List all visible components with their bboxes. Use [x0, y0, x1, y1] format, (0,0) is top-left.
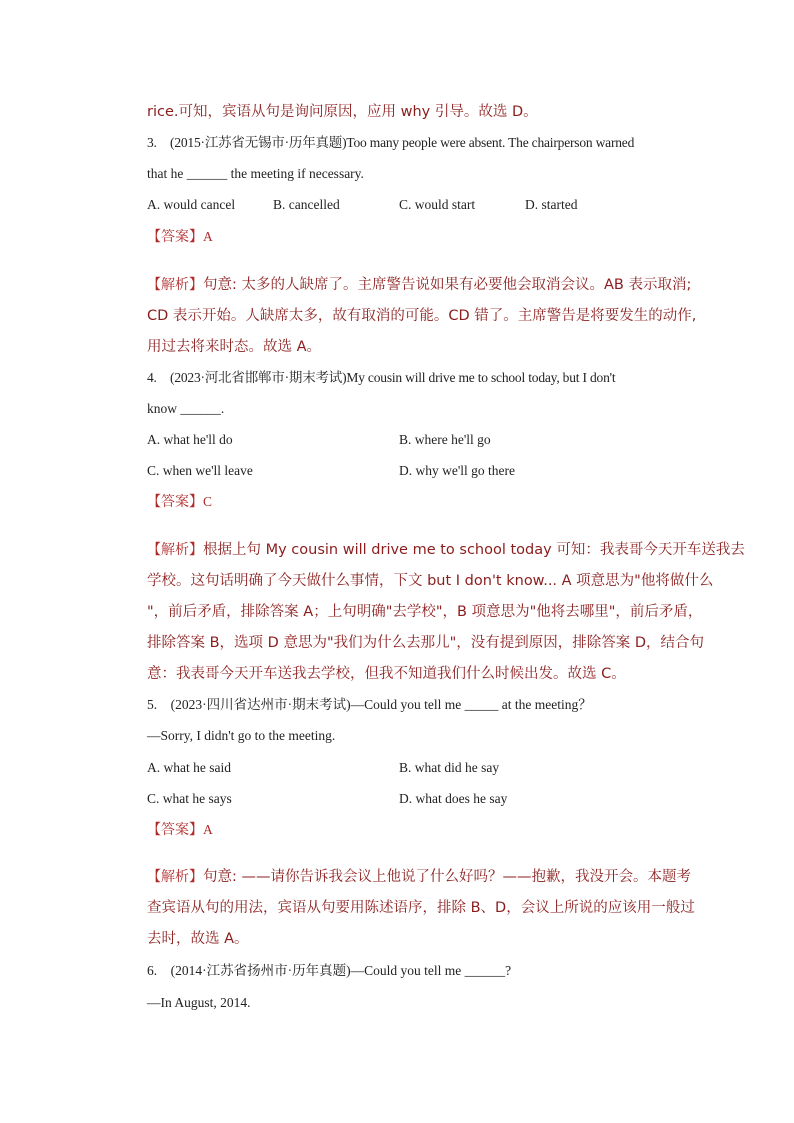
answer-value: A	[203, 229, 213, 244]
question-3-option-a: A. would cancel	[147, 197, 236, 212]
question-5-option-b: B. what did he say	[399, 760, 500, 775]
explanation-5-line-1	[147, 868, 691, 886]
explanation-3-line-1	[147, 276, 691, 294]
question-5-option-d: D. what does he say	[399, 791, 508, 806]
answer-label: 【答案】	[147, 229, 203, 245]
explanation-label: 【解析】	[147, 542, 203, 558]
question-6-stem: 6. (2014·江苏省扬州市·历年真题)—Could you tell me ______?	[147, 963, 512, 978]
question-5-option-a: A. what he said	[147, 760, 231, 775]
answer-4	[147, 493, 212, 511]
explanation-label: 【解析】	[147, 869, 203, 885]
question-3-option-c: C. would start	[399, 197, 476, 212]
question-3-stem-cont: that he ______ the meeting if necessary.	[147, 166, 364, 181]
explanation-3-line-3: 用过去将来时态。故选 A。	[147, 339, 322, 355]
question-6-reply: —In August, 2014.	[147, 995, 251, 1010]
explanation-text: 根据上句 My cousin will drive me to school today 可知：我表哥今天开车送我去	[203, 542, 745, 558]
explanation-label: 【解析】	[147, 277, 203, 293]
answer-value: A	[203, 822, 213, 837]
explanation-text: 句意: ——请你告诉我会议上他说了什么好吗？——抱歉，我没开会。本题考	[203, 869, 691, 885]
question-4-option-b: B. where he'll go	[399, 432, 491, 447]
explanation-4-line-1	[147, 541, 745, 559]
explanation-4-line-2: 学校。这句话明确了今天做什么事情，下文 but I don't know... A 项意思为"他将做什么	[147, 573, 714, 589]
explanation-text: 句意: 太多的人缺席了。主席警告说如果有必要他会取消会议。AB 表示取消;	[203, 277, 692, 293]
question-4-option-a: A. what he'll do	[147, 432, 233, 447]
explanation-5-line-2: 查宾语从句的用法，宾语从句要用陈述语序，排除 B、D，会议上所说的应该用一般过	[147, 900, 695, 916]
question-5-reply: —Sorry, I didn't go to the meeting.	[147, 728, 336, 743]
question-4-option-d: D. why we'll go there	[399, 463, 516, 478]
explanation-5-line-3: 去时，故选 A。	[147, 931, 249, 947]
explanation-3-line-2: CD 表示开始。人缺席太多，故有取消的可能。CD 错了。主席警告是将要发生的动作,	[147, 308, 697, 324]
answer-label: 【答案】	[147, 494, 203, 510]
answer-3	[147, 228, 213, 246]
answer-5	[147, 821, 213, 839]
answer-value: C	[203, 494, 213, 509]
question-4-option-c: C. when we'll leave	[147, 463, 253, 478]
explanation-4-line-3: "，前后矛盾，排除答案 A；上句明确"去学校"，B 项意思为"他将去哪里"，前后矛盾，	[147, 604, 703, 620]
question-3-option-d: D. started	[525, 197, 578, 212]
explanation-continuation: rice.可知，宾语从句是询问原因，应用 why 引导。故选 D。	[147, 104, 538, 120]
explanation-4-line-4: 排除答案 B，选项 D 意思为"我们为什么去那儿"，没有提到原因，排除答案 D，结合句	[147, 635, 705, 651]
question-5-stem: 5. (2023·四川省达州市·期末考试)—Could you tell me _____ at the meeting？	[147, 697, 592, 712]
question-3-stem: 3. (2015·江苏省无锡市·历年真题)Too many people were absent. The chairperson warned	[147, 135, 635, 150]
question-5-option-c: C. what he says	[147, 791, 232, 806]
question-3-option-b: B. cancelled	[273, 197, 340, 212]
question-4-stem-cont: know ______.	[147, 401, 225, 416]
explanation-4-line-5: 意：我表哥今天开车送我去学校，但我不知道我们什么时候出发。故选 C。	[147, 666, 626, 682]
question-4-stem: 4. (2023·河北省邯郸市·期末考试)My cousin will drive me to school today, but I don't	[147, 370, 616, 385]
answer-label: 【答案】	[147, 822, 203, 838]
